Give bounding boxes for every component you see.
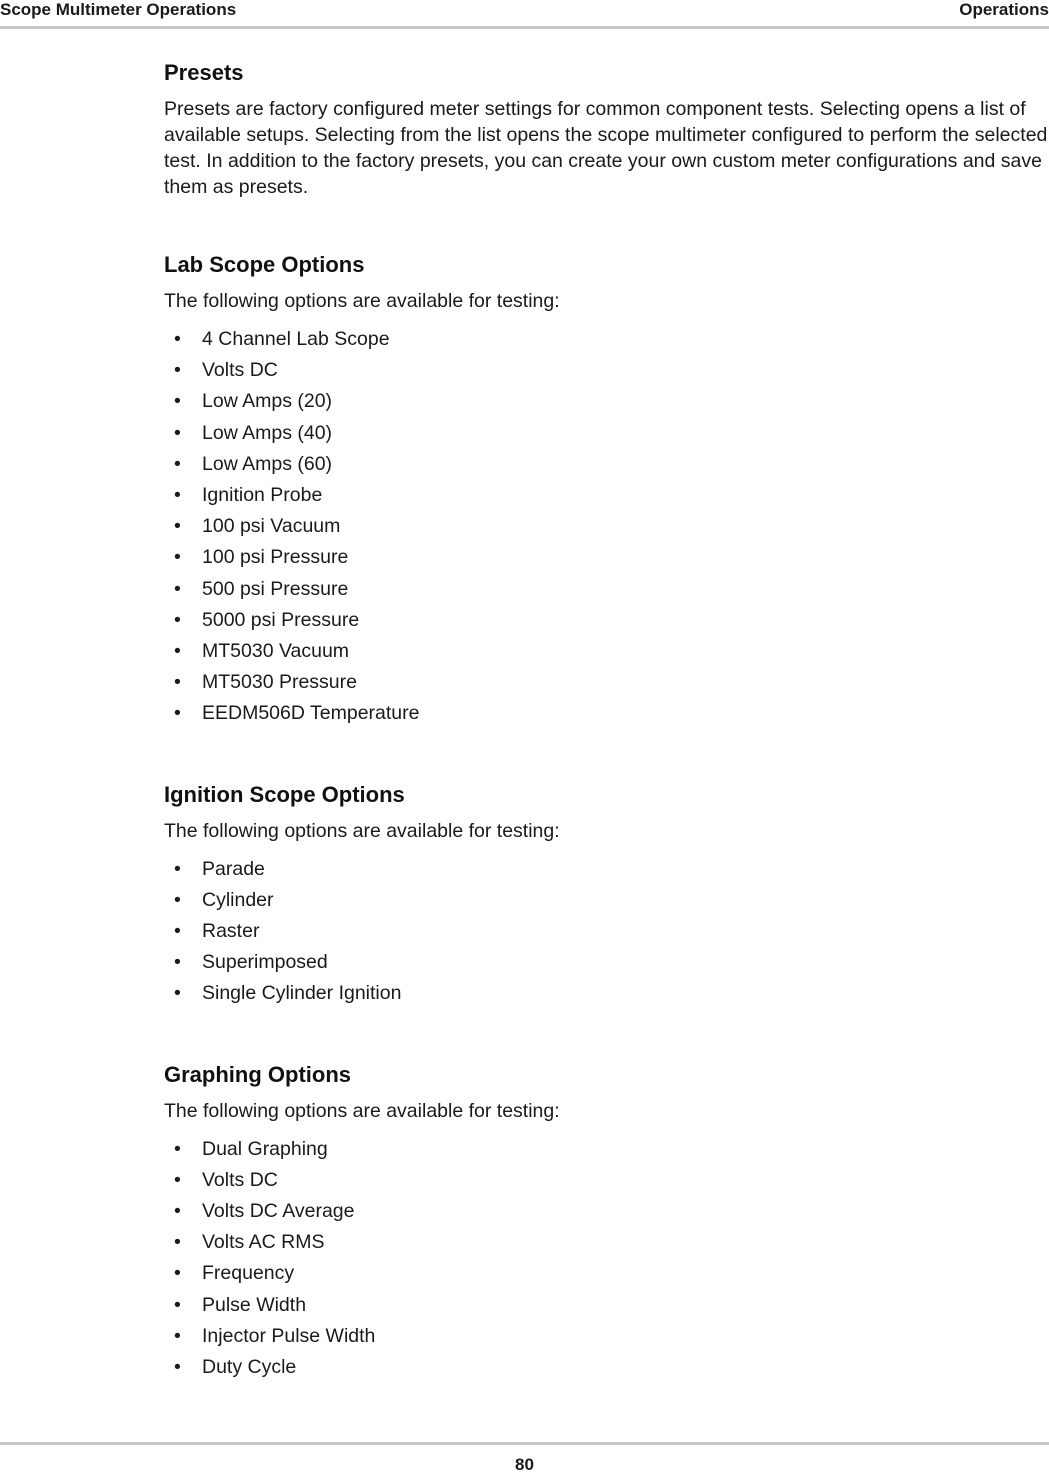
list-item [164, 542, 1048, 573]
list-item-text: Low Amps (20) [202, 390, 333, 413]
list-item [164, 605, 1048, 636]
section-presets [164, 56, 1048, 200]
document-body [164, 56, 1048, 1383]
list-item [164, 1134, 1048, 1165]
bullet-icon: • [174, 608, 181, 631]
list-item [164, 1258, 1048, 1289]
list-item-text: Injector Pulse Width [202, 1324, 376, 1347]
list-item-text: Volts DC [202, 359, 278, 382]
bullet-icon: • [174, 1231, 181, 1254]
list-item [164, 1352, 1048, 1383]
list-item-text: Volts DC Average [202, 1200, 355, 1223]
bullet-icon: • [174, 1293, 181, 1316]
list-item-text: 100 psi Pressure [202, 546, 349, 569]
list-item-text: Dual Graphing [202, 1137, 328, 1160]
bullet-icon: • [174, 452, 181, 475]
bullet-icon: • [174, 640, 181, 663]
list-item-text: Raster [202, 920, 260, 943]
section-intro: The following options are available for testing: [164, 819, 560, 842]
bullet-icon: • [174, 1324, 181, 1347]
bullet-icon: • [174, 857, 181, 880]
list-item [164, 916, 1048, 947]
list-item [164, 1165, 1048, 1196]
list-item-text: 4 Channel Lab Scope [202, 328, 390, 350]
bullet-icon: • [174, 702, 181, 725]
section-heading: Lab Scope Options [164, 252, 365, 277]
bullet-icon: • [174, 920, 181, 943]
list-item [164, 1321, 1048, 1352]
bullet-icon: • [174, 1200, 181, 1223]
section-heading: Presets [164, 60, 244, 85]
list-item-text: 100 psi Vacuum [202, 515, 341, 538]
bullet-icon: • [174, 390, 181, 413]
list-item-text: Low Amps (40) [202, 421, 333, 444]
list-item-text: Volts AC RMS [202, 1231, 325, 1254]
list-item [164, 1196, 1048, 1227]
bullet-icon: • [174, 421, 181, 444]
list-item [164, 698, 1048, 729]
list-item [164, 386, 1048, 417]
bullet-icon: • [174, 951, 181, 974]
list-item-text: Frequency [202, 1262, 295, 1285]
list-item [164, 480, 1048, 511]
list-item-text: Cylinder [202, 888, 274, 911]
header-right-title: Operations [959, 0, 1049, 19]
bullet-icon: • [174, 671, 181, 694]
list-item-text: Low Amps (60) [202, 452, 333, 475]
section-intro: The following options are available for testing: [164, 1099, 560, 1122]
list-item [164, 1227, 1048, 1258]
bullet-icon: • [174, 1137, 181, 1160]
page-footer [0, 1442, 1049, 1475]
list-item-text: Single Cylinder Ignition [202, 982, 402, 1005]
section-heading: Ignition Scope Options [164, 781, 405, 807]
bullet-icon: • [174, 982, 181, 1005]
bullet-icon: • [174, 515, 181, 538]
list-item [164, 636, 1048, 667]
bullet-icon: • [174, 546, 181, 569]
list-item [164, 978, 1048, 1009]
list-item-text: Pulse Width [202, 1293, 307, 1316]
list-item-text: MT5030 Vacuum [202, 640, 350, 663]
bullet-icon: • [174, 328, 181, 350]
bullet-list [164, 324, 1048, 730]
bullet-icon: • [174, 888, 181, 911]
list-item [164, 418, 1048, 449]
bullet-icon: • [174, 577, 181, 600]
section-lab-scope-options [164, 248, 1048, 730]
list-item [164, 449, 1048, 480]
list-item-text: 5000 psi Pressure [202, 608, 360, 631]
section-heading: Graphing Options [164, 1061, 351, 1087]
bullet-icon: • [174, 1262, 181, 1285]
bullet-icon: • [174, 359, 181, 382]
list-item [164, 947, 1048, 978]
list-item-text: MT5030 Pressure [202, 671, 357, 694]
list-item [164, 574, 1048, 605]
list-item-text: Parade [202, 857, 265, 880]
header-left-title: Scope Multimeter Operations [0, 0, 237, 19]
list-item [164, 324, 1048, 355]
bullet-icon: • [174, 1356, 181, 1379]
bullet-list [164, 854, 1048, 1010]
list-item-text: Duty Cycle [202, 1356, 297, 1379]
list-item-text: Superimposed [202, 951, 328, 974]
list-item-text: Volts DC [202, 1168, 278, 1191]
list-item [164, 885, 1048, 916]
list-item [164, 1290, 1048, 1321]
section-intro: Presets are factory configured meter settings for common component tests. Selecting opens a list of available setups. Selecting from the list opens the scope multimeter configured to perform the selected test. In addition to the factory presets, you can create your own custom meter configurations and save them as presets. [164, 98, 1048, 198]
list-item [164, 511, 1048, 542]
list-item [164, 854, 1048, 885]
list-item [164, 355, 1048, 386]
running-header [0, 0, 1049, 29]
bullet-icon: • [174, 1168, 181, 1191]
list-item-text: Ignition Probe [202, 484, 323, 507]
section-intro: The following options are available for testing: [164, 290, 560, 312]
page-number: 80 [515, 1455, 534, 1474]
bullet-list [164, 1134, 1048, 1384]
list-item-text: EEDM506D Temperature [202, 702, 420, 725]
list-item [164, 667, 1048, 698]
section-graphing-options [164, 1058, 1048, 1384]
list-item-text: 500 psi Pressure [202, 577, 349, 600]
bullet-icon: • [174, 484, 181, 507]
section-ignition-scope-options [164, 778, 1048, 1010]
